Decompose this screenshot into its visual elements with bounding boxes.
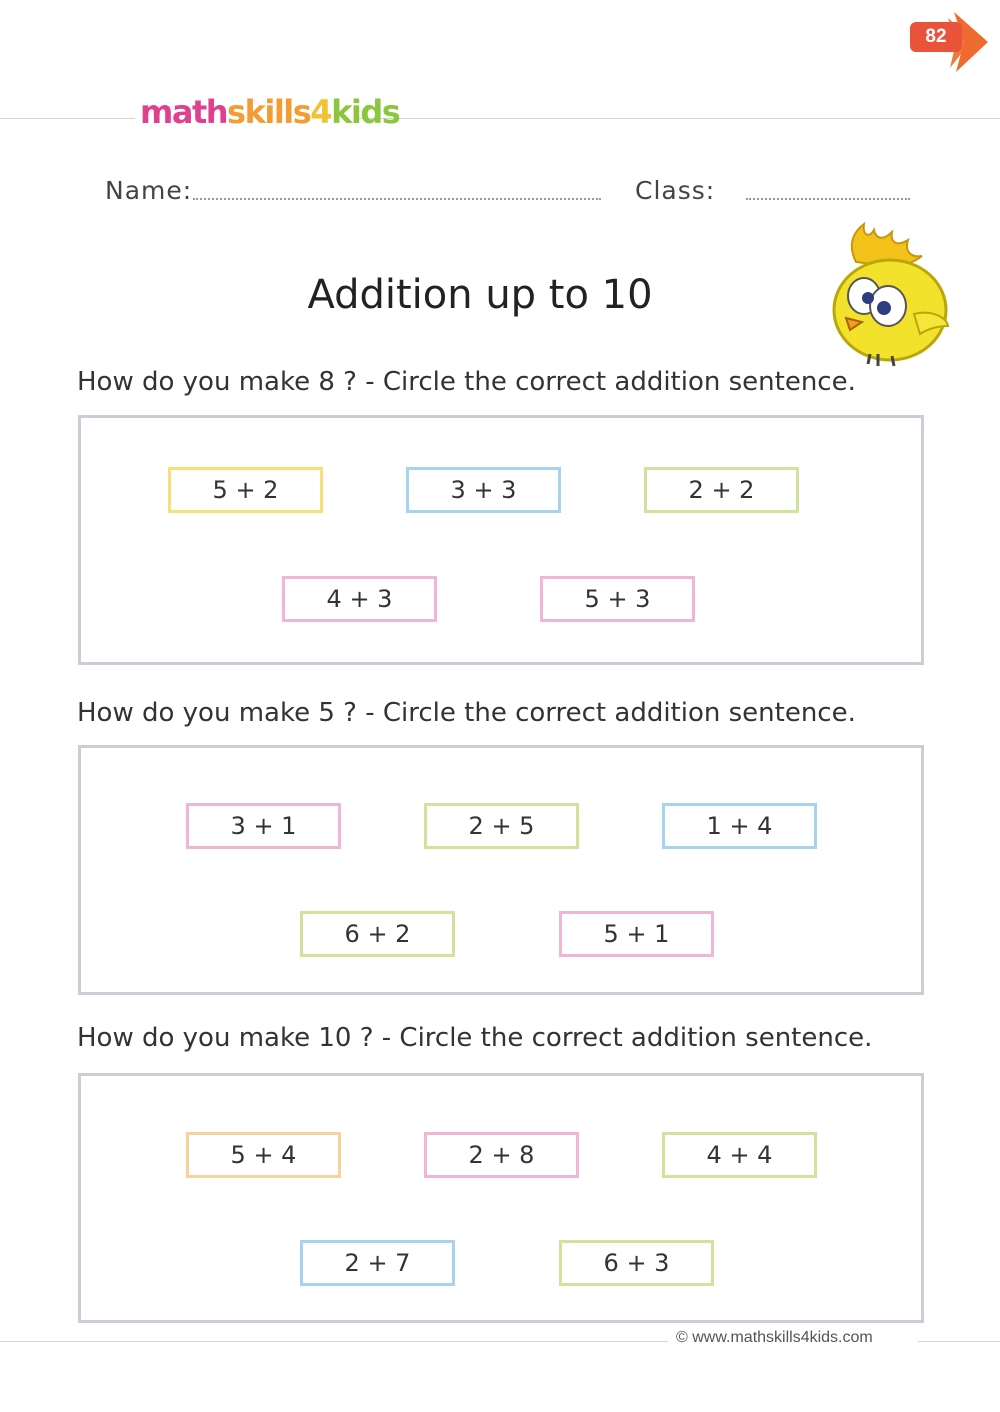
page-number-badge xyxy=(910,10,990,70)
footer-copyright: © www.mathskills4kids.com xyxy=(676,1329,873,1346)
logo-part-skills: skills xyxy=(227,93,311,131)
class-label: Class: xyxy=(635,176,716,205)
top-rule-left xyxy=(0,118,135,119)
option-1-5[interactable]: 5 + 3 xyxy=(540,576,695,622)
option-3-3[interactable]: 4 + 4 xyxy=(662,1132,817,1178)
footer-rule-left xyxy=(0,1341,668,1342)
name-label: Name: xyxy=(105,176,193,205)
option-1-4[interactable]: 4 + 3 xyxy=(282,576,437,622)
option-3-1[interactable]: 5 + 4 xyxy=(186,1132,341,1178)
option-1-2[interactable]: 3 + 3 xyxy=(406,467,561,513)
answer-panel-1 xyxy=(78,415,924,665)
page-number: 82 xyxy=(910,22,962,52)
option-2-1[interactable]: 3 + 1 xyxy=(186,803,341,849)
question-1: How do you make 8 ? - Circle the correct addition sentence. xyxy=(77,367,856,397)
option-3-5[interactable]: 6 + 3 xyxy=(559,1240,714,1286)
logo-part-4: 4 xyxy=(310,93,332,131)
option-1-3[interactable]: 2 + 2 xyxy=(644,467,799,513)
question-3: How do you make 10 ? - Circle the correct addition sentence. xyxy=(77,1023,873,1053)
page-title: Addition up to 10 xyxy=(307,272,653,318)
class-line[interactable] xyxy=(746,198,910,200)
answer-panel-2 xyxy=(78,745,924,995)
answer-panel-3 xyxy=(78,1073,924,1323)
question-2: How do you make 5 ? - Circle the correct addition sentence. xyxy=(77,698,856,728)
option-2-5[interactable]: 5 + 1 xyxy=(559,911,714,957)
logo-part-math: math xyxy=(140,93,228,131)
option-3-4[interactable]: 2 + 7 xyxy=(300,1240,455,1286)
mathskills4kids-logo xyxy=(140,92,399,132)
top-rule-right xyxy=(358,118,1000,119)
logo-part-kids: kids xyxy=(331,93,400,131)
option-2-4[interactable]: 6 + 2 xyxy=(300,911,455,957)
name-line[interactable] xyxy=(193,198,601,200)
footer-rule-right xyxy=(918,1341,1000,1342)
option-1-1[interactable]: 5 + 2 xyxy=(168,467,323,513)
option-2-2[interactable]: 2 + 5 xyxy=(424,803,579,849)
option-3-2[interactable]: 2 + 8 xyxy=(424,1132,579,1178)
bird-icon xyxy=(826,222,954,367)
option-2-3[interactable]: 1 + 4 xyxy=(662,803,817,849)
